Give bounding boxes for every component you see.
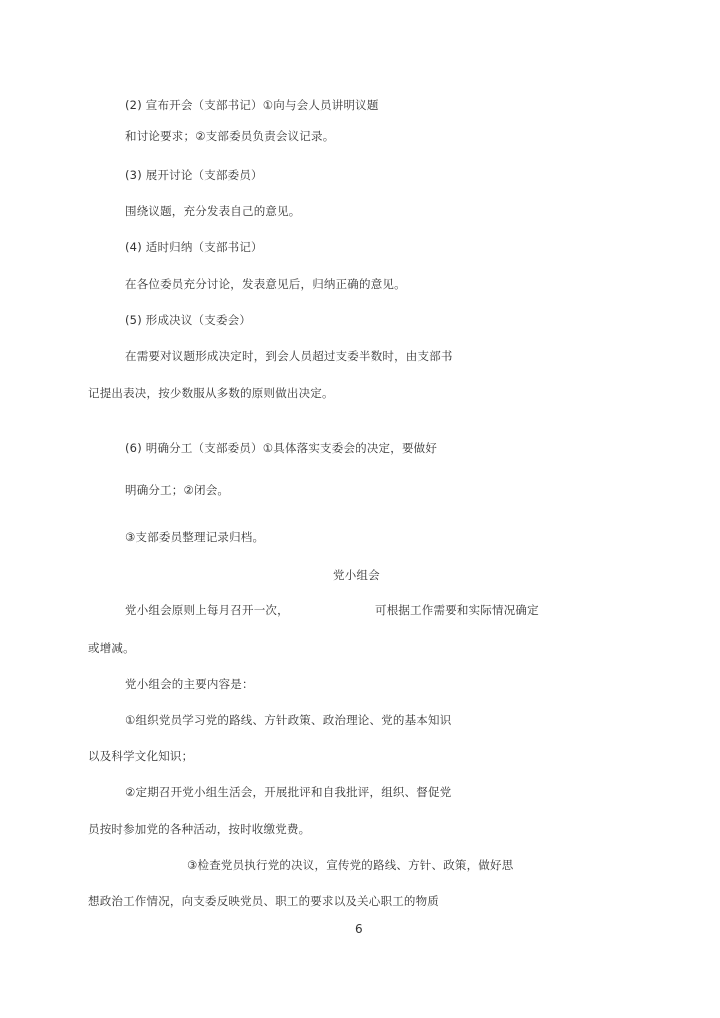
paragraph-line: 围绕议题，充分发表自己的意见。: [125, 204, 301, 218]
paragraph-line: 党小组会的主要内容是：: [125, 677, 254, 691]
paragraph-line: ③支部委员整理记录归档。: [125, 530, 265, 544]
paragraph-line: 或增减。: [88, 641, 135, 655]
paragraph-line: (3) 展开讨论（支部委员）: [125, 168, 263, 182]
paragraph-line: 党小组会原则上每月召开一次，: [125, 603, 289, 617]
paragraph-line: 以及科学文化知识；: [88, 749, 194, 763]
section-heading: 党小组会: [333, 568, 380, 582]
paragraph-line: 和讨论要求；②支部委员负责会议记录。: [125, 129, 335, 143]
paragraph-line: 记提出表决，按少数服从多数的原则做出决定。: [88, 386, 334, 400]
paragraph-line: (6) 明确分工（支部委员）①具体落实支委会的决定，要做好: [125, 441, 438, 455]
paragraph-line: 明确分工；②闭会。: [125, 483, 230, 497]
paragraph-line: ①组织党员学习党的路线、方针政策、政治理论、党的基本知识: [125, 713, 452, 727]
paragraph-line: 在各位委员充分讨论，发表意见后，归纳正确的意见。: [125, 277, 406, 291]
page-number: 6: [355, 922, 363, 936]
paragraph-line: 在需要对议题形成决定时，到会人员超过支委半数时，由支部书: [125, 349, 453, 363]
paragraph-line: (4) 适时归纳（支部书记）: [125, 240, 263, 254]
paragraph-line: 员按时参加党的各种活动，按时收缴党费。: [88, 822, 311, 836]
paragraph-line: ②定期召开党小组生活会，开展批评和自我批评，组织、督促党: [125, 785, 452, 799]
paragraph-line: (2) 宣布开会（支部书记）①向与会人员讲明议题: [125, 98, 379, 112]
paragraph-line: 想政治工作情况，向支委反映党员、职工的要求以及关心职工的物质: [88, 894, 439, 908]
paragraph-line: ③检查党员执行党的决议，宣传党的路线、方针、政策，做好思: [187, 858, 514, 872]
paragraph-line: 可根据工作需要和实际情况确定: [375, 603, 539, 617]
paragraph-line: (5) 形成决议（支委会）: [125, 313, 252, 327]
